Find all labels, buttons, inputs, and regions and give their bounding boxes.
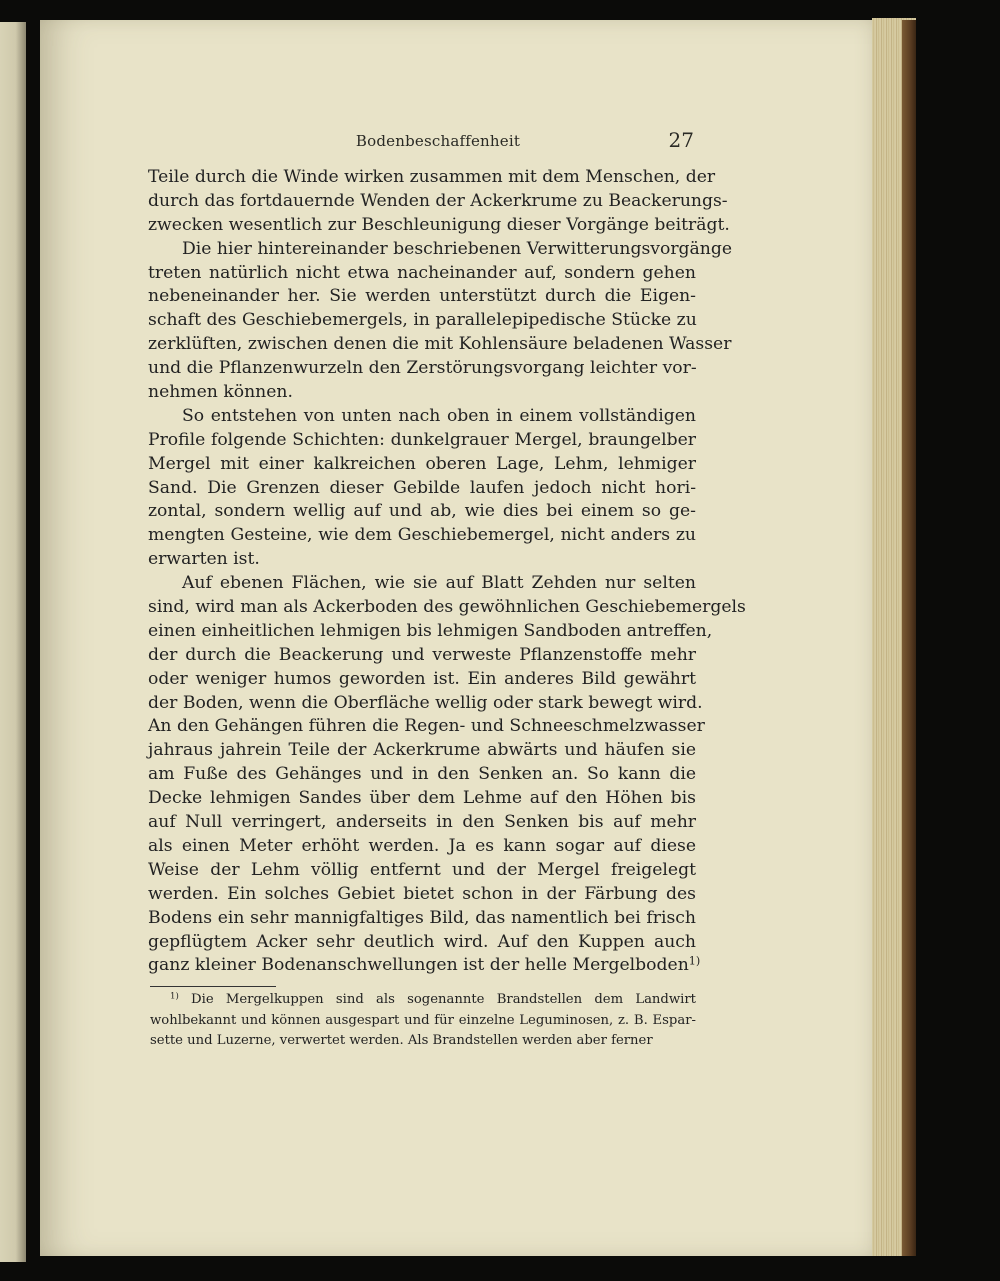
text-line: zwecken wesentlich zur Beschleunigung dieser Vorgänge beiträgt.	[148, 214, 730, 235]
text-line-with-footnote-ref	[148, 954, 701, 978]
body-text	[148, 166, 746, 978]
text-line: schaft des Geschiebemergels, in parallelepipedische Stücke zu	[148, 310, 697, 331]
text-line: zontal, sondern wellig auf und ab, wie dies bei einem so ge-	[148, 501, 696, 522]
footnote-line	[150, 990, 696, 1011]
text-line: der durch die Beackerung und verweste Pflanzenstoffe mehr	[148, 644, 696, 665]
text-line: werden. Ein solches Gebiet bietet schon in der Färbung des	[148, 883, 696, 904]
text-line: der Boden, wenn die Oberfläche wellig oder stark bewegt wird.	[148, 692, 703, 713]
text-line: mengten Gesteine, wie dem Geschiebemergel, nicht anders zu	[148, 525, 696, 546]
text-line: erwarten ist.	[148, 549, 260, 570]
text-line: durch das fortdauernde Wenden der Ackerkrume zu Beackerungs-	[148, 190, 728, 211]
text-line: Sand. Die Grenzen dieser Gebilde laufen jedoch nicht hori-	[148, 477, 696, 498]
footnote-line-content: Die Mergelkuppen sind als sogenannte Brandstellen dem Landwirt	[191, 992, 696, 1007]
text-line: gepflügtem Acker sehr deutlich wird. Auf den Kuppen auch	[148, 931, 696, 952]
running-head: Bodenbeschaffenheit	[355, 132, 521, 150]
previous-page-edge	[0, 22, 26, 1262]
footnote-marker: 1)	[170, 991, 179, 1002]
text-line: sind, wird man als Ackerboden des gewöhnlichen Geschiebemergels	[148, 597, 746, 618]
text-line: Decke lehmigen Sandes über dem Lehme auf den Höhen bis	[148, 788, 696, 809]
text-line: jahraus jahrein Teile der Ackerkrume abwärts und häufen sie	[148, 740, 696, 761]
text-line: nehmen können.	[148, 382, 293, 403]
text-line: und die Pflanzenwurzeln den Zerstörungsvorgang leichter vor-	[148, 358, 697, 379]
footnote-rule	[150, 986, 276, 987]
book-cover-edge	[902, 20, 916, 1256]
text-line: Teile durch die Winde wirken zusammen mit dem Menschen, der	[148, 167, 716, 187]
text-line: Die hier hintereinander beschriebenen Verwitterungsvorgänge	[182, 238, 733, 259]
text-line: als einen Meter erhöht werden. Ja es kann sogar auf diese	[148, 835, 696, 856]
text-line: Bodens ein sehr mannigfaltiges Bild, das namentlich bei frisch	[148, 907, 696, 928]
text-line: oder weniger humos geworden ist. Ein anderes Bild gewährt	[148, 668, 696, 689]
footnote-reference: 1)	[688, 954, 701, 968]
text-line: einen einheitlichen lehmigen bis lehmigen Sandboden antreffen,	[148, 620, 713, 641]
text-line: zerklüften, zwischen denen die mit Kohlensäure beladenen Wasser	[148, 334, 732, 355]
text-line: Mergel mit einer kalkreichen oberen Lage, Lehm, lehmiger	[148, 453, 696, 474]
page-header	[148, 128, 698, 154]
text-line: Auf ebenen Flächen, wie sie auf Blatt Zehden nur selten	[182, 573, 696, 594]
text-line: treten natürlich nicht etwa nacheinander auf, sondern gehen	[148, 262, 696, 283]
page-number: 27	[668, 128, 694, 152]
text-line: nebeneinander her. Sie werden unterstützt durch die Eigen-	[148, 286, 696, 307]
text-line: So entstehen von unten nach oben in einem vollständigen	[182, 405, 696, 426]
text-line: am Fuße des Gehänges und in den Senken an. So kann die	[148, 764, 696, 785]
text-line-content: ganz kleiner Bodenanschwellungen ist der helle Mergelboden	[148, 955, 689, 976]
footnote-line: sette und Luzerne, verwertet werden. Als Brandstellen werden aber ferner	[150, 1033, 653, 1048]
text-line: Profile folgende Schichten: dunkelgrauer Mergel, braungelber	[148, 429, 696, 450]
text-line: An den Gehängen führen die Regen- und Schneeschmelzwasser	[148, 716, 705, 737]
footnote	[150, 990, 696, 1052]
footnote-line: wohlbekannt und können ausgespart und für einzelne Leguminosen, z. B. Espar-	[150, 1012, 696, 1028]
text-line: Weise der Lehm völlig entfernt und der Mergel freigelegt	[148, 859, 696, 880]
text-line: auf Null verringert, anderseits in den Senken bis auf mehr	[148, 812, 696, 833]
